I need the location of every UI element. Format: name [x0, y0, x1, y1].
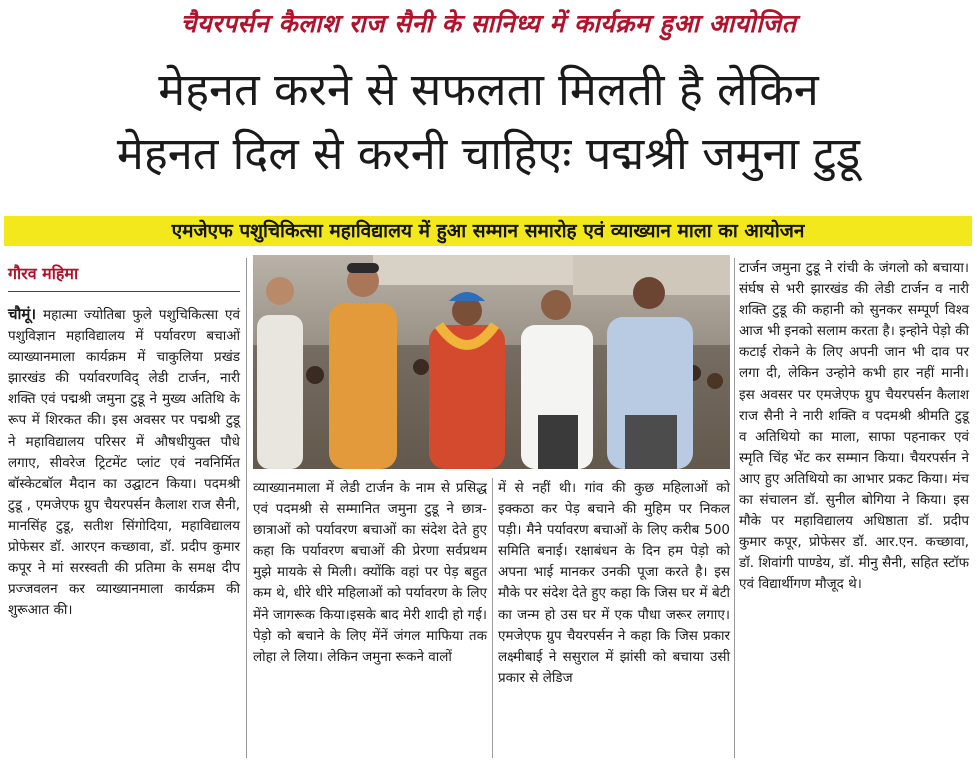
author-byline: गौरव महिमा: [8, 264, 79, 283]
dateline: चौमूं।: [8, 305, 37, 323]
event-photo: [253, 255, 730, 469]
article-column-4: टार्जन जमुना टुडू ने रांची के जंगलो को बचाया। संर्घष से भरी झारखंड की लेडी टार्जन व नारी शक्ति टुडू की कहानी को सुनकर सम्पूर्ण विश्व आज भी इनको सलाम करता है। इन्होने पेड़ो की कटाई रोकने के लिए अपनी जान भी दाव पर लगा दी, लेकिन उन्होने कभी हार नहीं मानी। इस अवसर पर एमजेएफ ग्रुप चैयरपर्सन कैलाश राज सैनी ने नारी शक्ति व पदमश्री श्रीमति टुडू व अतिथियो का माला, साफा पहनाकर एवं स्मृति चिंह भेंट कर सम्मान किया। चैयरपर्सन ने आए हुए अतिथियो का आभार प्रकट किया। मंच का संचालन डॉ. सुनील बोगिया ने किया। इस मौके पर महाविद्यालय अधिष्ठाता डॉ. प्रदीप कुमार कपूर, प्रोफेसर डॉ. आर.एन. कच्छावा, डॉ. शिवांगी पाण्डेय, डॉ. मीनु सैनी, सहित स्टॉफ एवं विद्यार्थीगण मौजूद थे।: [739, 260, 969, 593]
subheadline-text: एमजेएफ पशुचिकित्सा महाविद्यालय में हुआ सम्मान समारोह एवं व्याख्यान माला का आयोजन: [171, 220, 805, 242]
article-column-2: व्याख्यानमाला में लेडी टार्जन के नाम से प्रसिद्ध एवं पदमश्री से सम्मानित जमुना टुडू ने छात्र-छात्राओं को पर्यावरण बचाओं का संदेश देते हुए कहा कि पर्यावरण बचाओं की प्रेरणा सर्वप्रथम मुझे मायके से मिली। क्योंकि वहां पर पेड़ बहुत कम थे, धीरे धीरे महिलाओं को पर्यावरण के लिए मेंने जागरूक किया।इसके बाद मेरी शादी हो गई। पेड़ो को बचाने के लिए मेंनें जंगल माफिया तक लोहा ले लिया। लेकिन जमुना रूकने वालों: [253, 480, 487, 665]
byline-divider: [8, 291, 240, 292]
headline-line-2: मेहनत दिल से करनी चाहिएः पद्मश्री जमुना टुडू: [116, 127, 861, 180]
headline-line-1: मेहनत करने से सफलता मिलती है लेकिन: [158, 63, 819, 116]
article-column-3: में से नहीं थी। गांव की कुछ महिलाओं को इक्कठा कर पेड़ बचाने की मुहिम पर निकल पड़ी। मैने पर्यावरण बचाओं के लिए करीब 500 समिति बनाई। रक्षाबंधन के दिन हम पेड़ो को अपना भाई मानकर उनकी पूजा करते है। इस मौके पर संदेश देते हुए कहा कि जिस घर में बेटी का जन्म हो उस घर में एक पौधा जरूर लगाए। एमजेएफ ग्रुप चैयरपर्सन ने कहा कि जिस प्रकार लक्ष्मीबाई ने ससुराल में झांसी को बचाया उसी प्रकार से लेडिज: [498, 480, 730, 686]
article-column-1: [8, 304, 240, 621]
column-divider: [246, 258, 247, 758]
main-headline: [0, 58, 977, 186]
subheadline-bar: [4, 216, 972, 246]
column-divider: [734, 258, 735, 758]
kicker-headline: चैयरपर्सन कैलाश राज सैनी के सानिध्य में कार्यक्रम हुआ आयोजित: [180, 9, 797, 38]
event-photo-illustration: [253, 255, 730, 469]
column-1-text: महात्मा ज्योतिबा फुले पशुचिकित्सा एवं पशुविज्ञान महाविद्यालय में पर्यावरण बचाओं व्याख्यानमाला कार्यक्रम में चाकुलिया प्रखंड झारखंड की पर्यावरणविद् लेडी टार्जन, नारी शक्ति एवं पद्मश्री जमुना टुडू ने मुख्य अतिथि के रूप में शिरकत की। इस अवसर पर पद्मश्री टुडू ने महाविद्यालय परिसर में औषधीयुक्त पौधे लगाए, सीवरेज ट्रिटमेंट प्लांट एवं नवनिर्मित बॉस्केटबॉल मैदान का उद्घाटन किया। पदमश्री टुडू , एमजेएफ ग्रुप चैयरपर्सन कैलाश राज सैनी, मानसिंह टुडू, सतीश सिंगोदिया, महाविद्यालय प्रोफेसर डॉ. आरएन कच्छावा, डॉ. प्रदीप कुमार कपूर ने मां सरस्वती की प्रतिमा के समक्ष दीप प्रज्जवलन कर व्याख्यानमाला कार्यक्रम की शुरूआत की।: [8, 307, 240, 619]
column-divider: [492, 478, 493, 758]
